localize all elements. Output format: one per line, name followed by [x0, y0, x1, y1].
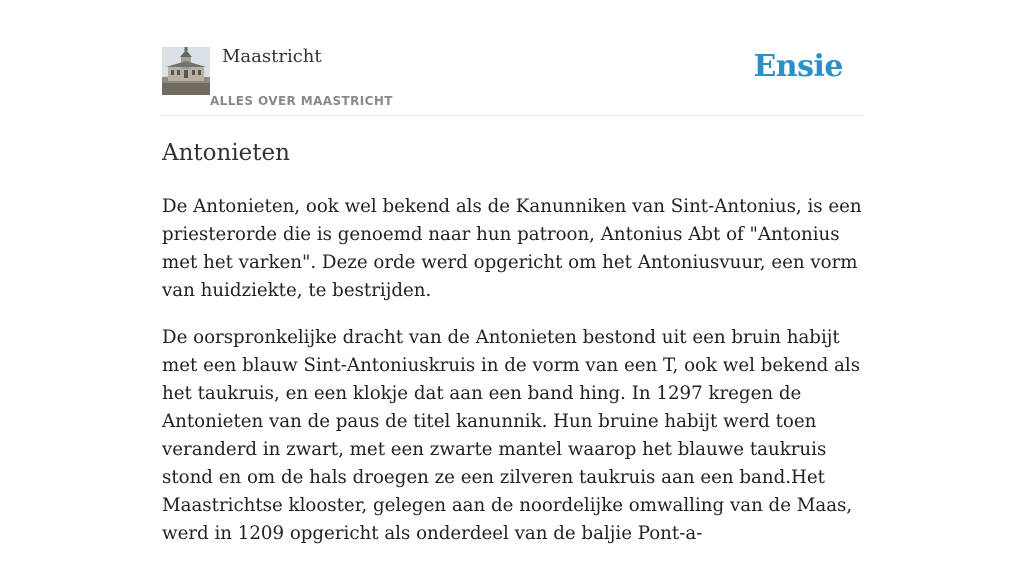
- article-paragraph: De oorspronkelijke dracht van de Antonieten bestond uit een bruin habijt met een blauw Sint-Antoniuskruis in de vorm van een T, ook wel bekend als het taukruis, en een klokje dat aan een band hing. In 1297 kregen de Antonieten van de paus de titel kanunnik. Hun bruine habijt werd toen veranderd in zwart, met een zwarte mantel waarop het blauwe taukruis stond en om de hals droegen ze een zilveren taukruis aan een band.Het Maastrichtse klooster, gelegen aan de noordelijke omwalling van de Maas, werd in 1209 opgericht als onderdeel van de baljie Pont-a-: [162, 327, 861, 544]
- maastricht-city-hall-photo-icon: [162, 47, 210, 95]
- page-title: Antonieten: [162, 140, 290, 166]
- article-paragraph: De Antonieten, ook wel bekend als de Kanunniken van Sint-Antonius, is een priesterorde die is genoemd naar hun patroon, Antonius Abt of "Antonius met het varken". Deze orde werd opgericht om het Antoniusvuur, een vorm van huidziekte, te bestrijden.: [162, 196, 862, 301]
- avatar[interactable]: [162, 47, 210, 95]
- site-tagline: ALLES OVER MAASTRICHT: [210, 94, 393, 108]
- page: [162, 0, 862, 544]
- site-header: [162, 0, 862, 116]
- brand-logo[interactable]: Ensie: [753, 49, 843, 84]
- article-body: [162, 193, 862, 567]
- site-name[interactable]: Maastricht: [222, 46, 322, 67]
